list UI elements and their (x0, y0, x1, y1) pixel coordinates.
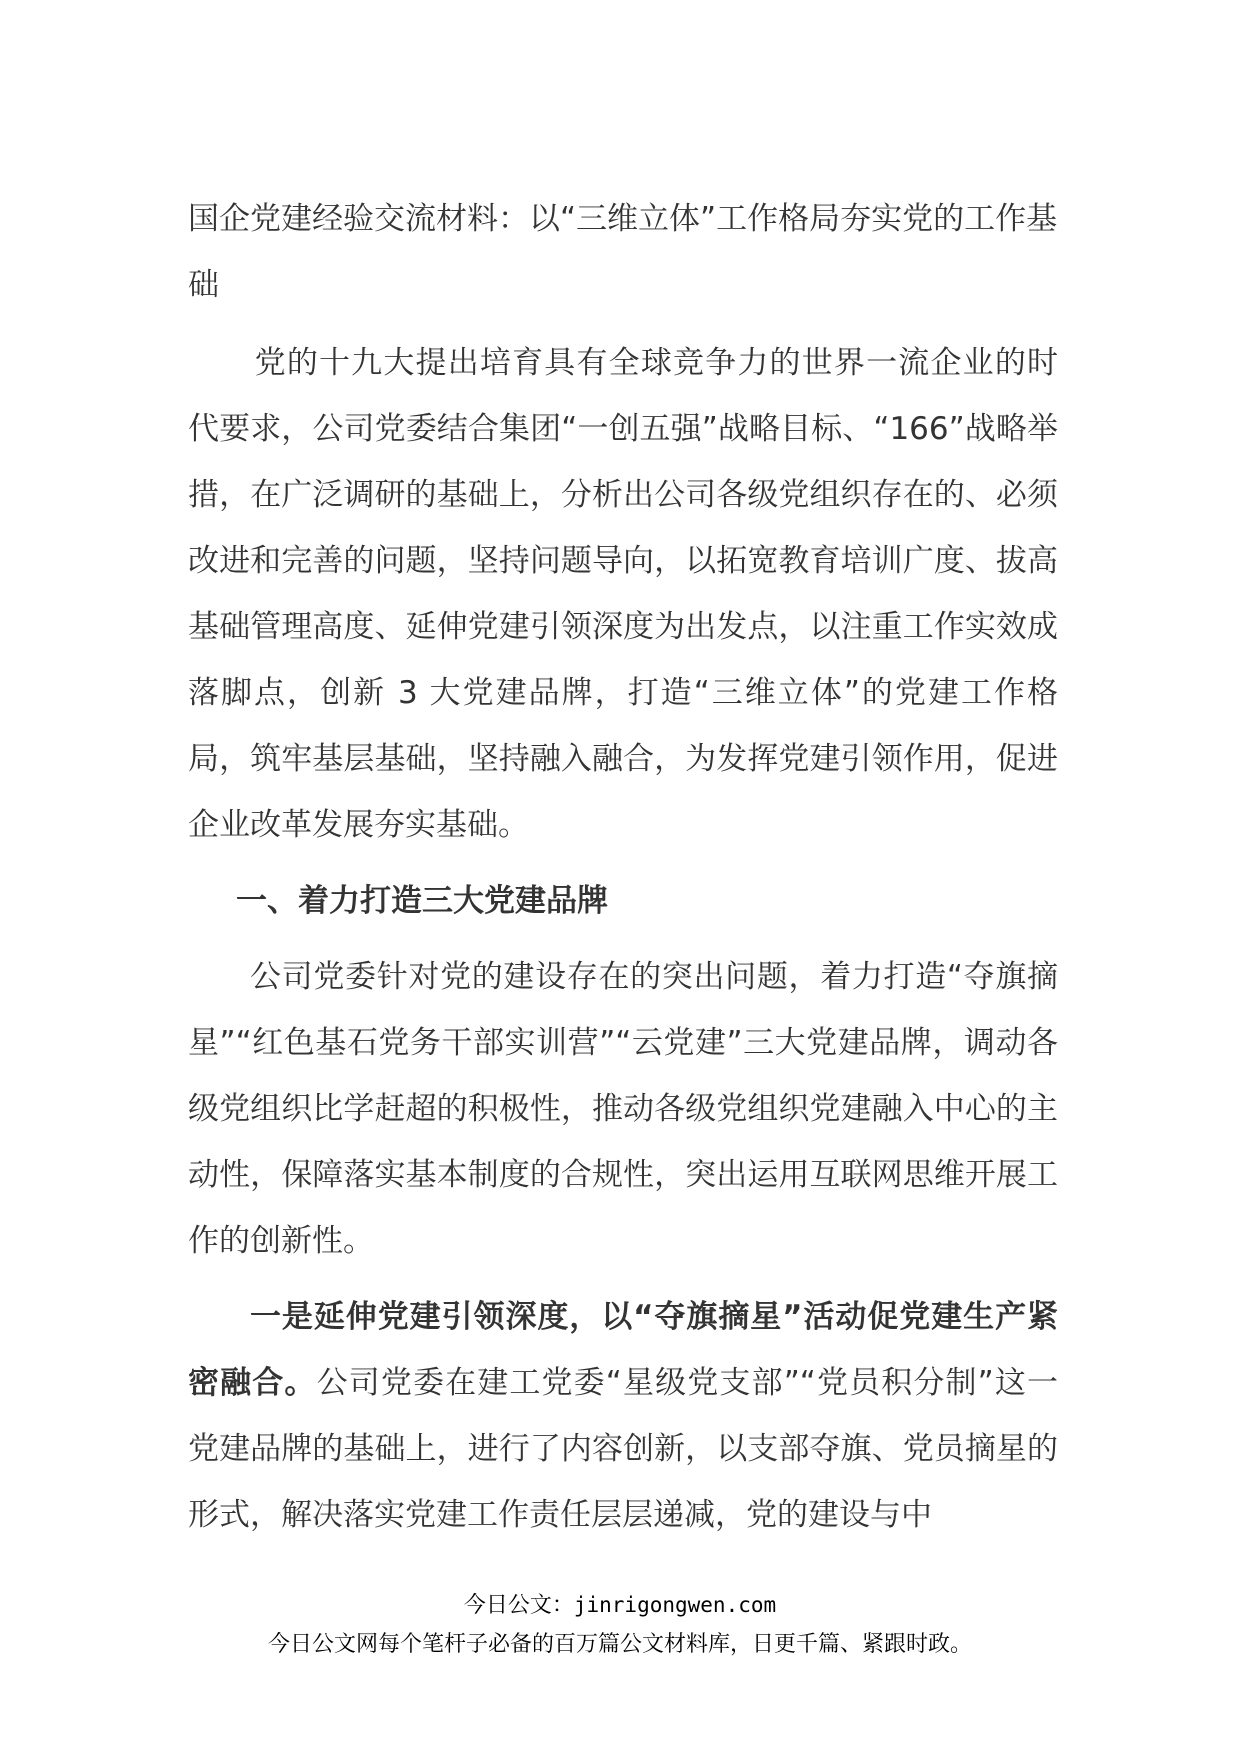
footer-site-line (0, 1590, 1240, 1621)
section-1-paragraph: 公司党委针对党的建设存在的突出问题，着力打造“夺旗摘星”“红色基石党务干部实训营”“云党建”三大党建品牌，调动各级党组织比学赶超的积极性，推动各级党组织党建融入中心的主动性，保障落实基本制度的合规性，突出运用互联网思维开展工作的创新性。 (188, 959, 1058, 1259)
section-heading-1: 一、着力打造三大党建品牌 (236, 883, 609, 919)
point-1-body: 公司党委在建工党委“星级党支部”“党员积分制”这一党建品牌的基础上，进行了内容创新，以支部夺旗、党员摘星的形式，解决落实党建工作责任层层递减，党的建设与中 (188, 1365, 1058, 1533)
footer-tagline: 今日公文网每个笔杆子必备的百万篇公文材料库，日更千篇、紧跟时政。 (267, 1632, 972, 1657)
document-body (188, 186, 1058, 1558)
point-1-paragraph (188, 1284, 1058, 1548)
point-1-lead: 一是延伸党建引领深度，以“夺旗摘星”活动促党建生产紧密融合。 (188, 1299, 1058, 1401)
document-title: 国企党建经验交流材料：以“三维立体”工作格局夯实党的工作基础 (188, 201, 1058, 303)
footer-site-url[interactable]: jinrigongwen.com (573, 1593, 777, 1617)
intro-paragraph: 党的十九大提出培育具有全球竞争力的世界一流企业的时代要求，公司党委结合集团“一创五强”战略目标、“166”战略举措，在广泛调研的基础上，分析出公司各级党组织存在的、必须改进和完善的问题，坚持问题导向，以拓宽教育培训广度、拔高基础管理高度、延伸党建引领深度为出发点，以注重工作实效成落脚点，创新 3 大党建品牌，打造“三维立体”的党建工作格局，筑牢基层基础，坚持融入融合，为发挥党建引领作用，促进企业改革发展夯实基础。 (188, 345, 1058, 843)
footer-site-label: 今日公文： (463, 1593, 574, 1618)
